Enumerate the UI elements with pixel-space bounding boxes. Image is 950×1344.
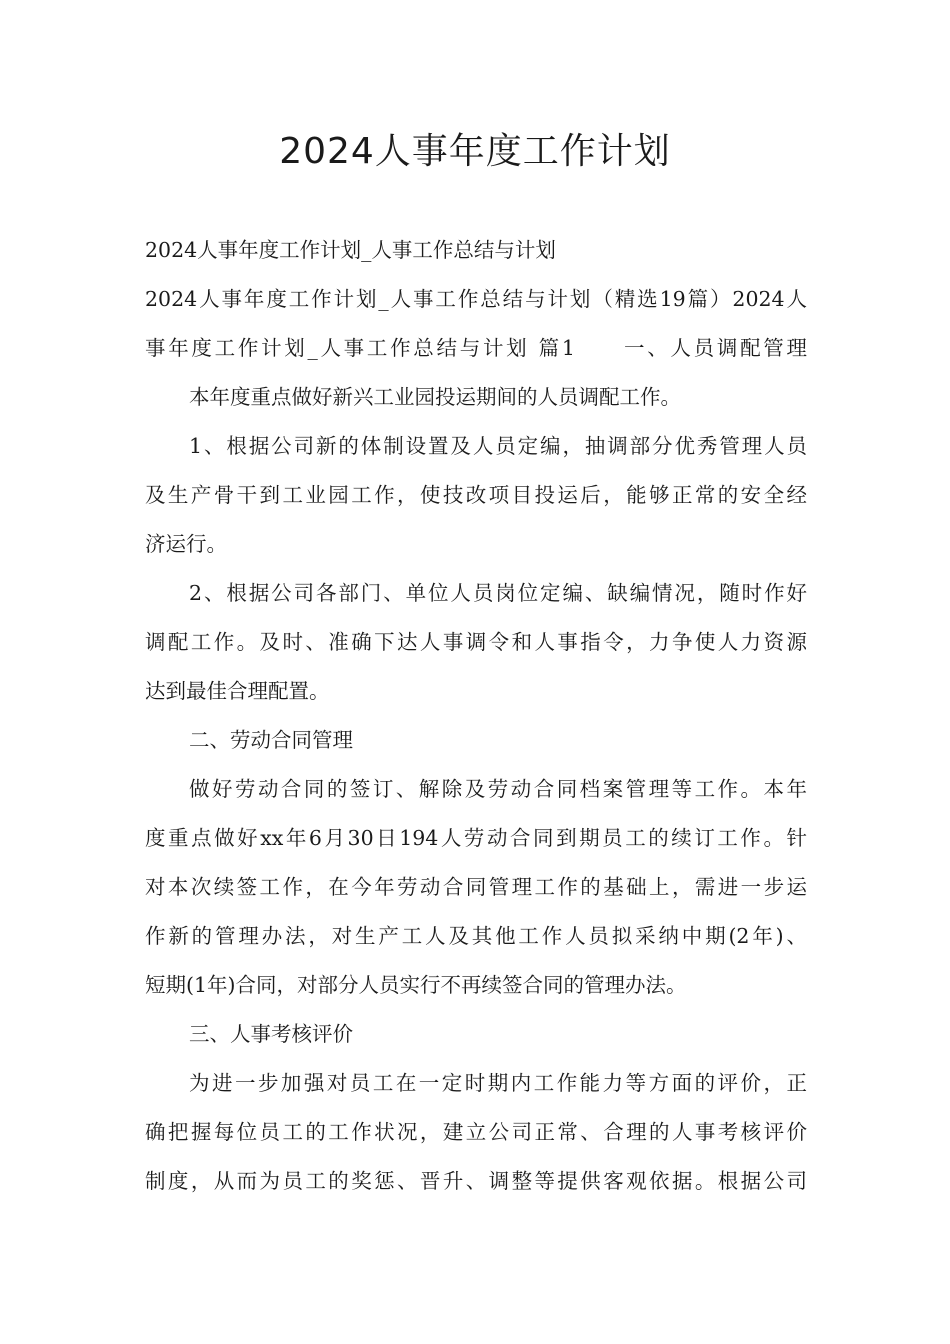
text-line: 本年度重点做好新兴工业园投运期间的人员调配工作。 bbox=[189, 385, 681, 409]
subtitle-line: 2024人事年度工作计划_人事工作总结与计划 bbox=[145, 238, 556, 262]
text-line: 事年度工作计划_人事工作总结与计划 篇1 一、人员调配管理 bbox=[145, 336, 807, 360]
section-heading: 三、人事考核评价 bbox=[189, 1022, 353, 1046]
document-title: 2024人事年度工作计划 bbox=[279, 131, 671, 172]
text-line: 2、根据公司各部门、单位人员岗位定编、缺编情况，随时作好 bbox=[189, 581, 807, 605]
text-line: 对本次续签工作，在今年劳动合同管理工作的基础上，需进一步运 bbox=[145, 875, 807, 899]
section-heading: 二、劳动合同管理 bbox=[189, 728, 353, 752]
text-line: 短期(1年)合同，对部分人员实行不再续签合同的管理办法。 bbox=[145, 973, 687, 997]
text-line: 达到最佳合理配置。 bbox=[145, 679, 330, 703]
text-line: 度重点做好xx年6月30日194人劳动合同到期员工的续订工作。针 bbox=[145, 826, 807, 850]
text-line: 确把握每位员工的工作状况，建立公司正常、合理的人事考核评价 bbox=[145, 1120, 807, 1144]
text-line: 及生产骨干到工业园工作，使技改项目投运后，能够正常的安全经 bbox=[145, 483, 807, 507]
text-line: 做好劳动合同的签订、解除及劳动合同档案管理等工作。本年 bbox=[189, 777, 807, 801]
text-line: 作新的管理办法，对生产工人及其他工作人员拟采纳中期(2年)、 bbox=[145, 924, 807, 948]
text-line: 2024人事年度工作计划_人事工作总结与计划（精选19篇）2024人 bbox=[145, 287, 807, 311]
document-body bbox=[145, 232, 807, 1212]
text-line: 调配工作。及时、准确下达人事调令和人事指令，力争使人力资源 bbox=[145, 630, 807, 654]
text-line: 制度，从而为员工的奖惩、晋升、调整等提供客观依据。根据公司 bbox=[145, 1169, 807, 1193]
text-line: 济运行。 bbox=[145, 532, 227, 556]
text-line: 为进一步加强对员工在一定时期内工作能力等方面的评价，正 bbox=[189, 1071, 807, 1095]
text-line: 1、根据公司新的体制设置及人员定编，抽调部分优秀管理人员 bbox=[189, 434, 807, 458]
